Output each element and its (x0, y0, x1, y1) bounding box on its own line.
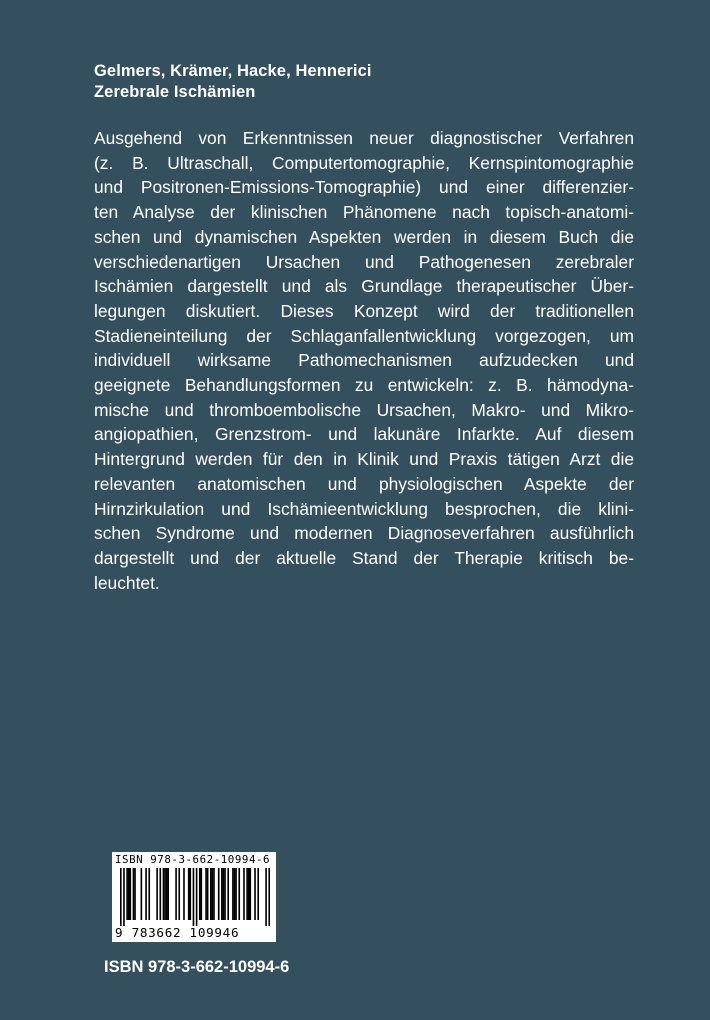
barcode-bar (232, 868, 234, 920)
barcode-bar (246, 868, 248, 920)
blurb-line: individuell wirksame Pathomechanismen aufzudecken und (94, 350, 634, 371)
barcode-bar (207, 868, 209, 920)
barcode-bar (189, 868, 191, 920)
blurb-line: Ischämien dargestellt und als Grundlage therapeutischer Über- (94, 276, 634, 297)
barcode-bar (178, 868, 180, 920)
isbn-footer: ISBN 978-3-662-10994-6 (104, 958, 290, 976)
barcode-bars (120, 868, 270, 926)
barcode (112, 852, 276, 942)
authors: Gelmers, Krämer, Hacke, Hennerici (94, 62, 372, 80)
barcode-bar (234, 868, 236, 920)
barcode-bar (243, 868, 245, 920)
barcode-bar (238, 868, 240, 920)
barcode-bar (223, 868, 225, 920)
barcode-bar (156, 868, 158, 920)
blurb-line: Ausgehend von Erkenntnissen neuer diagnostischer Verfahren (94, 128, 634, 148)
blurb-line: relevanten anatomischen und physiologischen Aspekte der (94, 473, 634, 494)
blurb-line: mische und thromboembolische Ursachen, Makro- und Mikro- (94, 399, 634, 420)
barcode-bar (249, 868, 251, 920)
blurb-line: Hirnzirkulation und Ischämieentwicklung besprochen, die klini- (94, 498, 634, 519)
barcode-bar (213, 868, 215, 920)
blurb-line: (z. B. Ultraschall, Computertomographie, Kernspintomographie (94, 152, 634, 173)
barcode-bar (218, 868, 220, 920)
barcode-bar (201, 868, 203, 920)
blurb-line: Hintergrund werden für den in Klinik und Praxis tätigen Arzt die (94, 449, 634, 470)
barcode-bar (196, 868, 198, 926)
blurb-line: leuchtet. (94, 572, 160, 593)
barcode-bar (224, 868, 226, 920)
barcode-bar (148, 868, 150, 920)
barcode-bar (268, 868, 270, 926)
barcode-bar (183, 868, 185, 920)
barcode-bar (123, 868, 125, 926)
blurb-line: dargestellt und der aktuelle Stand der Therapie kritisch be- (94, 547, 634, 568)
barcode-bar (134, 868, 136, 920)
header (94, 61, 654, 102)
barcode-bar (163, 868, 165, 920)
blurb-line: angiopathien, Grenzstrom- und lakunäre Infarkte. Auf diesem (94, 424, 634, 445)
barcode-bar (193, 868, 195, 926)
blurb-line: legungen diskutiert. Dieses Konzept wird der traditionellen (94, 300, 634, 321)
barcode-bar (205, 868, 207, 920)
barcode-bar (265, 868, 267, 926)
barcode-bar (145, 868, 147, 920)
barcode-bar (120, 868, 122, 926)
blurb-line: ten Analyse der klinischen Phänomene nach topisch-anatomi- (94, 202, 634, 223)
barcode-bar (141, 868, 143, 920)
barcode-bar (221, 868, 223, 920)
barcode-digits: 9 783662 109946 (115, 925, 240, 940)
barcode-bar (210, 868, 212, 920)
barcode-isbn-label: ISBN 978-3-662-10994-6 (115, 853, 271, 866)
barcode-bar (166, 868, 168, 920)
blurb-line: und Positronen-Emissions-Tomographie) und einer differenzier- (94, 177, 634, 198)
barcode-bar (128, 868, 130, 920)
barcode-bar (199, 868, 201, 920)
barcode-bar (159, 868, 161, 920)
barcode-bar (133, 868, 135, 920)
blurb-line: Stadieneinteilung der Schlaganfallentwicklung vorgezogen, um (94, 325, 634, 346)
blurb-line: geeignete Behandlungsformen zu entwickeln: z. B. hämodyna- (94, 375, 634, 396)
barcode-bar (257, 868, 259, 920)
barcode-bar (126, 868, 128, 920)
blurb-line: verschiedenartigen Ursachen und Pathogenesen zerebraler (94, 251, 634, 272)
barcode-bar (175, 868, 177, 920)
barcode-bar (129, 868, 131, 920)
barcode-bar (227, 868, 229, 920)
barcode-bar (167, 868, 169, 920)
barcode-bar (164, 868, 166, 920)
barcode-bar (254, 868, 256, 920)
barcode-bar (212, 868, 214, 920)
barcode-bar (248, 868, 250, 920)
blurb-line: schen und dynamischen Aspekten werden in diesem Buch die (94, 226, 634, 247)
barcode-bar (188, 868, 190, 920)
blurb-text (94, 126, 634, 595)
book-title: Zerebrale Ischämien (94, 82, 256, 101)
blurb-line: schen Syndrome und modernen Diagnoseverfahren ausführlich (94, 523, 634, 544)
barcode-bar (235, 868, 237, 920)
